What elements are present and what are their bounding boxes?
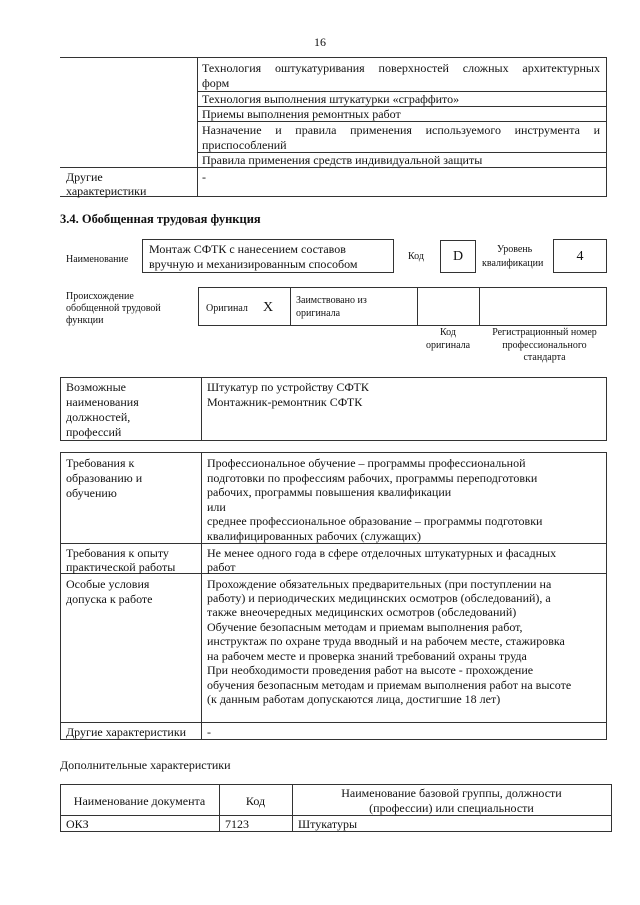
name-label: Наименование	[66, 254, 129, 265]
education-line: рабочих, программы повышения квалификации	[207, 485, 452, 499]
experience-label: Требования к опыту	[66, 546, 169, 560]
education-label: образованию и	[66, 471, 143, 485]
education-line: или	[207, 500, 226, 514]
positions-label: должностей,	[66, 410, 131, 424]
origin-label: функции	[66, 315, 104, 326]
code-original-caption: Код	[440, 327, 456, 338]
origin-label: Происхождение	[66, 291, 134, 302]
page-number: 16	[314, 35, 326, 49]
positions-label: Возможные	[66, 380, 126, 394]
function-name-line: Монтаж СФТК с нанесением составов	[149, 242, 346, 256]
code-label: Код	[408, 251, 424, 262]
col-document: Наименование документа	[73, 794, 206, 808]
skill-row: форм	[202, 76, 230, 90]
level-label: Уровень	[497, 244, 533, 255]
education-line: среднее профессиональное образование – программы подготовки	[207, 514, 543, 528]
origin-label: обобщенной трудовой	[66, 303, 161, 314]
experience-line: работ	[207, 560, 236, 574]
reg-number-caption: Регистрационный номер	[492, 327, 597, 338]
col-code: Код	[245, 794, 266, 808]
conditions-line: Прохождение обязательных предварительных (при поступлении на	[207, 577, 552, 591]
level-box	[553, 239, 607, 273]
conditions-line: на рабочем месте и проверка знаний требований охраны труда	[207, 649, 527, 663]
conditions-line: (к данным работам допускаются лица, достигшие 18 лет)	[207, 692, 501, 706]
col-group-name: (профессии) или специальности	[369, 801, 534, 815]
other-characteristics-label: Другие характеристики	[66, 725, 187, 739]
education-label: Требования к	[66, 456, 135, 470]
other-characteristics-label: Другие	[66, 170, 103, 184]
conditions-label: допуска к работе	[66, 592, 153, 606]
education-label: обучению	[66, 486, 117, 500]
other-characteristics-value: -	[207, 725, 211, 739]
code-value: D	[452, 249, 464, 264]
conditions-line: работу) и периодических медицинских осмотров (обследований), а	[207, 591, 551, 605]
education-line: подготовки по профессиям рабочих, программы переподготовки	[207, 471, 538, 485]
skill-row: приспособлений	[202, 138, 287, 152]
position-name: Монтажник-ремонтник СФТК	[207, 395, 363, 409]
function-name-line: вручную и механизированным способом	[149, 257, 358, 271]
experience-line: Не менее одного года в сфере отделочных штукатурных и фасадных	[207, 546, 557, 560]
other-characteristics-value: -	[202, 170, 206, 184]
borrowed-label: оригинала	[296, 308, 341, 319]
code-box	[440, 240, 476, 273]
skill-row: Технология выполнения штукатурки «сграффито»	[202, 92, 460, 106]
conditions-line: также внеочередных медицинских осмотров (обследований)	[207, 605, 517, 619]
other-characteristics-label: характеристики	[66, 184, 147, 198]
original-mark: X	[263, 300, 274, 315]
original-label: Оригинал	[206, 303, 248, 314]
skill-row: Назначение и правила применения используемого инструмента и	[202, 123, 600, 137]
row-code: 7123	[225, 817, 249, 831]
level-label: квалификации	[482, 258, 544, 269]
conditions-line: Обучение безопасным методам и приемам выполнения работ,	[207, 620, 523, 634]
row-document: ОКЗ	[66, 817, 89, 831]
level-value: 4	[576, 249, 584, 264]
positions-label: наименования	[66, 395, 139, 409]
conditions-line: обучения безопасным методам и приемам выполнения работ на высоте	[207, 678, 572, 692]
position-name: Штукатур по устройству СФТК	[207, 380, 369, 394]
education-line: Профессиональное обучение – программы профессиональной	[207, 456, 526, 470]
additional-title: Дополнительные характеристики	[60, 758, 231, 772]
section-title: 3.4. Обобщенная трудовая функция	[60, 212, 261, 226]
skill-row: Приемы выполнения ремонтных работ	[202, 107, 401, 121]
borrowed-label: Заимствовано из	[296, 295, 367, 306]
col-group-name: Наименование базовой группы, должности	[341, 786, 562, 800]
row-group-name: Штукатуры	[298, 817, 358, 831]
positions-label: профессий	[66, 425, 122, 439]
reg-number-caption: стандарта	[523, 352, 566, 363]
code-original-caption: оригинала	[425, 340, 471, 351]
conditions-line: При необходимости проведения работ на высоте - прохождение	[207, 663, 534, 677]
skill-row: Правила применения средств индивидуальной защиты	[202, 153, 483, 167]
reg-number-caption: профессионального	[502, 340, 587, 351]
education-line: квалифицированных рабочих (служащих)	[207, 529, 421, 543]
skill-row: Технология оштукатуривания поверхностей сложных архитектурных	[202, 61, 600, 75]
function-name-box	[142, 239, 394, 273]
conditions-label: Особые условия	[66, 577, 150, 591]
conditions-line: инструктаж по охране труда вводный и на рабочем месте, стажировка	[207, 634, 565, 648]
experience-label: практической работы	[66, 560, 176, 574]
